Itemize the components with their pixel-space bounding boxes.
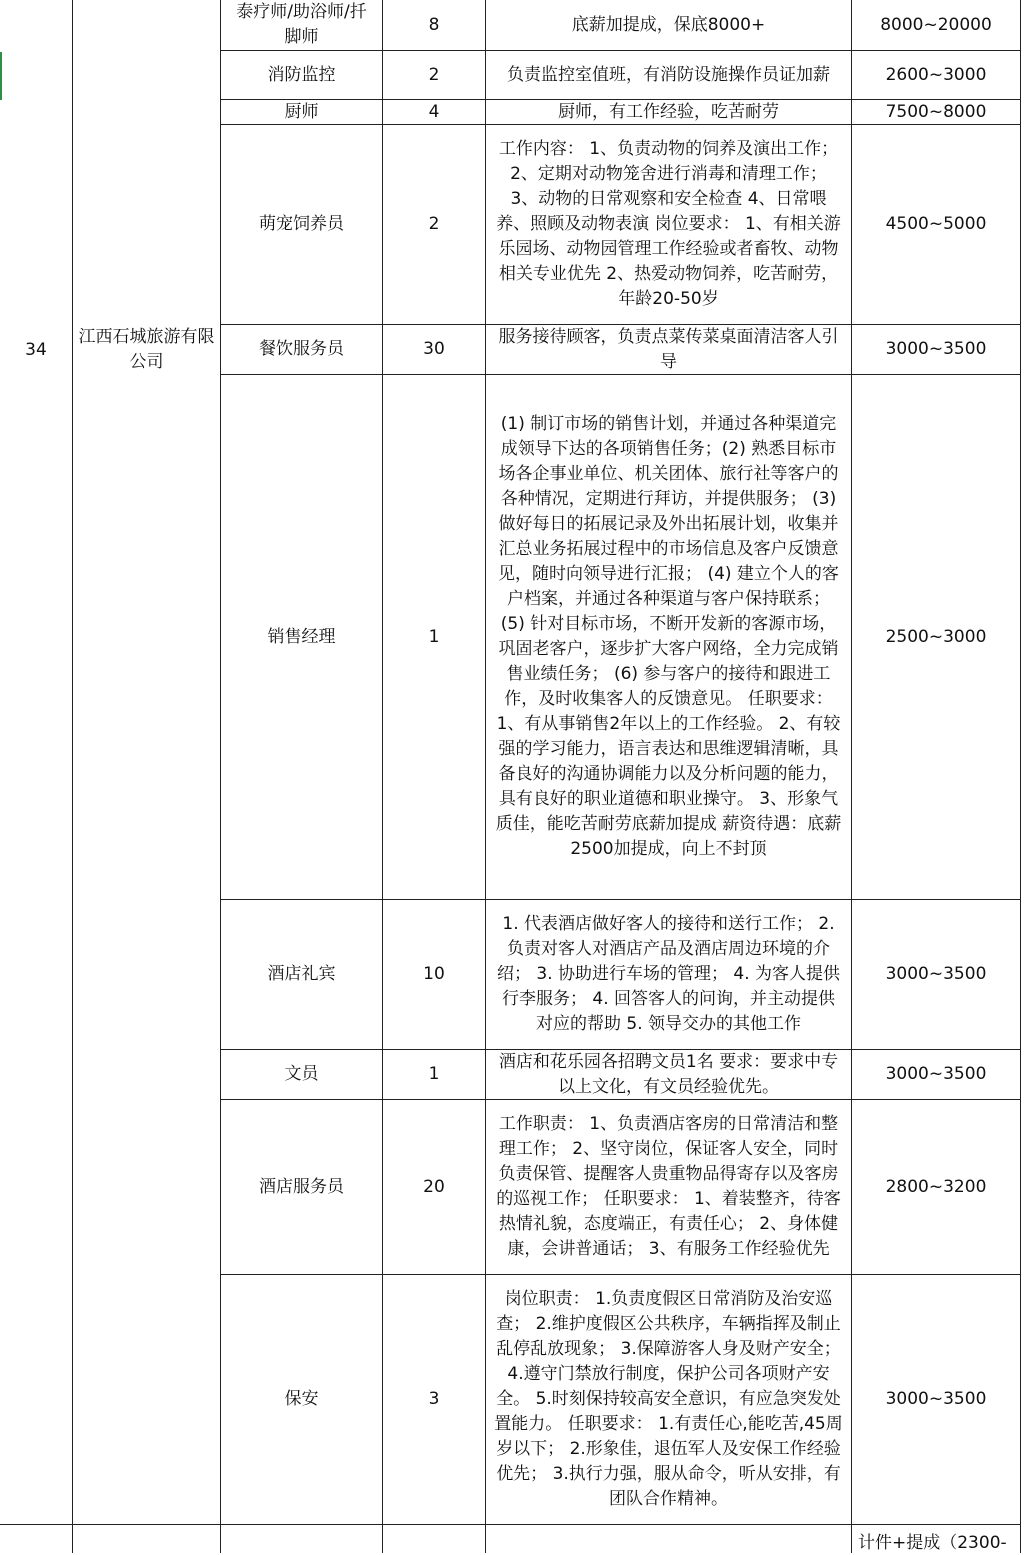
position-cell: 保安 [284,1389,319,1409]
description-cell: 工作内容： 1、负责动物的饲养及演出工作； 2、定期对动物笼舍进行消毒和清理工作； 3、动物的日常观察和安全检查 4、日常喂养、照顾及动物表演 岗位要求： 1、有相关游乐园场、动物园管理工作经验或者畜牧、动物相关专业优先 2、热爱动物饲养，吃苦耐劳，年龄20-50岁 [496,139,841,309]
position-cell: 泰疗师/助浴师/扦脚师 [236,2,367,47]
description-cell: 工作职责： 1、负责酒店客房的日常清洁和整理工作； 2、坚守岗位，保证客人安全，同时负责保管、提醒客人贵重物品得寄存以及客房的巡视工作； 任职要求： 1、着装整齐，待客热情礼貌，态度端正，有责任心； 2、身体健康，会讲普通话； 3、有服务工作经验优先 [496,1114,841,1259]
description-cell: 负责监控室值班，有消防设施操作员证加薪 [507,64,830,85]
salary-cell: 3000~3500 [885,964,987,984]
position-cell: 厨师 [284,101,319,122]
description-cell: 服务接待顾客，负责点菜传菜桌面清洁客人引导 [498,326,839,372]
position-cell: 萌宠饲养员 [259,214,344,234]
position-cell: 消防监控 [267,64,336,85]
description-cell: 酒店和花乐园各招聘文员1名 要求：要求中专以上文化，有文员经验优先。 [498,1051,839,1097]
count-cell: 2 [428,64,440,85]
salary-cell: 7500~8000 [885,101,987,122]
count-cell: 30 [423,339,445,359]
count-cell: 3 [428,1389,440,1409]
description-cell: 厨师，有工作经验，吃苦耐劳 [558,101,779,122]
position-cell: 餐饮服务员 [259,339,344,359]
count-cell: 1 [428,1064,440,1084]
count-cell: 2 [428,214,440,234]
count-cell: 8 [428,14,440,35]
salary-cell: 3000~3500 [885,1389,987,1409]
description-cell: 底薪加提成，保底8000+ [571,14,766,35]
count-cell: 1 [428,626,440,647]
salary-cell: 3000~3500 [885,339,987,359]
count-cell: 20 [423,1176,445,1197]
position-cell: 文员 [284,1064,319,1084]
description-cell: (1) 制订市场的销售计划，并通过各种渠道完成领导下达的各项销售任务；(2) 熟悉目标市场各企事业单位、机关团体、旅行社等客户的各种情况，定期进行拜访，并提供服务； (3) 做好每日的拓展记录及外出拓展计划，收集并汇总业务拓展过程中的市场信息及客户反馈意见，随时向领导进行汇报； (4) 建立个人的客户档案，并通过各种渠道与客户保持联系； (5) 针对目标市场，不断开发新的客源市场，巩固老客户，逐步扩大客户网络，全力完成销售业绩任务； (6) 参与客户的接待和跟进工作，及时收集客人的反馈意见。 任职要求：1、有从事销售2年以上的工作经验。 2、有较强的学习能力，语言表达和思维逻辑清晰，具备良好的沟通协调能力以及分析问题的能力，具有良好的职业道德和职业操守。 3、形象气质佳，能吃苦耐劳底薪加提成 薪资待遇：底薪2500加提成，向上不封顶 [495,414,842,859]
salary-cell: 4500~5000 [885,214,987,234]
position-cell: 销售经理 [267,626,336,647]
company-index: 34 [25,339,47,360]
grid-line [1020,0,1021,1553]
description-cell: 岗位职责： 1.负责度假区日常消防及治安巡查； 2.维护度假区公共秩序，车辆指挥及制止乱停乱放现象； 3.保障游客人身及财产安全； 4.遵守门禁放行制度，保护公司各项财产安全。 5.时刻保持较高安全意识，有应急突发处置能力。 任职要求： 1.有责任心,能吃苦,45周岁以下； 2.形象佳，退伍军人及安保工作经验优先； 3.执行力强，服从命令，听从安排，有团队合作精神。 [494,1289,843,1509]
salary-cell-partial: 计件+提成（2300- [858,1532,1007,1553]
position-cell: 酒店服务员 [259,1176,344,1197]
salary-cell: 2500~3000 [885,626,987,647]
position-cell: 酒店礼宾 [267,964,336,984]
salary-cell: 2800~3200 [885,1176,987,1197]
salary-cell: 3000~3500 [885,1064,987,1084]
count-cell: 10 [423,964,445,984]
salary-cell: 2600~3000 [885,64,987,85]
salary-cell: 8000~20000 [880,14,992,35]
count-cell: 4 [428,101,440,122]
grid-line [0,1524,1021,1525]
company-name: 江西石城旅游有限公司 [78,327,215,372]
description-cell: 1. 代表酒店做好客人的接待和送行工作； 2. 负责对客人对酒店产品及酒店周边环境的介绍； 3. 协助进行车场的管理； 4. 为客人提供行李服务； 4. 回答客人的问询，并主动提供对应的帮助 5. 领导交办的其他工作 [496,914,841,1034]
